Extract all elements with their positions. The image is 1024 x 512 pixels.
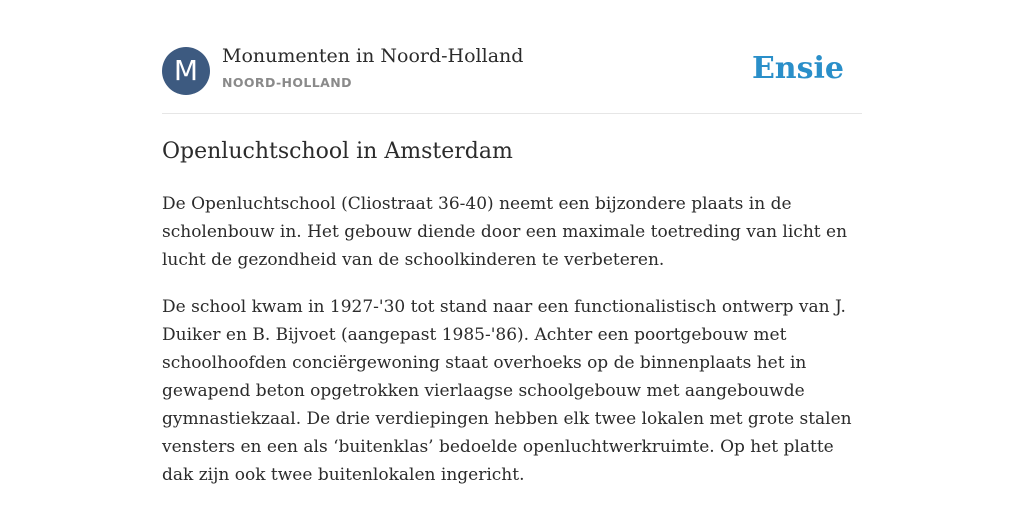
paragraph-line: gewapend beton opgetrokken vierlaagse schoolgebouw met aangebouwde (162, 381, 805, 401)
source-region-label: NOORD-HOLLAND (222, 75, 352, 90)
paragraph-line: dak zijn ook twee buitenlokalen ingericht. (162, 465, 525, 485)
source-avatar[interactable]: M (162, 47, 210, 95)
article-paragraph-2 (162, 293, 862, 489)
ensie-logo-link[interactable]: Ensie (751, 51, 844, 86)
paragraph-line: De school kwam in 1927-'30 tot stand naar een functionalistisch ontwerp van J. (162, 297, 846, 317)
paragraph-line: scholenbouw in. Het gebouw diende door een maximale toetreding van licht en (162, 222, 848, 242)
source-header (162, 0, 862, 114)
paragraph-line: lucht de gezondheid van de schoolkinderen te verbeteren. (162, 250, 665, 270)
paragraph-line: De Openluchtschool (Cliostraat 36-40) neemt een bijzondere plaats in de (162, 194, 792, 214)
paragraph-line: Duiker en B. Bijvoet (aangepast 1985-'86). Achter een poortgebouw met (162, 325, 787, 345)
content-card (162, 0, 862, 485)
paragraph-line: schoolhoofden conciërgewoning staat overhoeks op de binnenplaats het in (162, 353, 807, 373)
paragraph-line: vensters en een als ‘buitenklas’ bedoelde openluchtwerkruimte. Op het platte (162, 437, 834, 457)
paragraph-line: gymnastiekzaal. De drie verdiepingen hebben elk twee lokalen met grote stalen (162, 409, 852, 429)
article-title: Openluchtschool in Amsterdam (162, 139, 513, 164)
article-paragraph-1 (162, 190, 862, 274)
source-name-link[interactable]: Monumenten in Noord-Holland (222, 45, 524, 67)
